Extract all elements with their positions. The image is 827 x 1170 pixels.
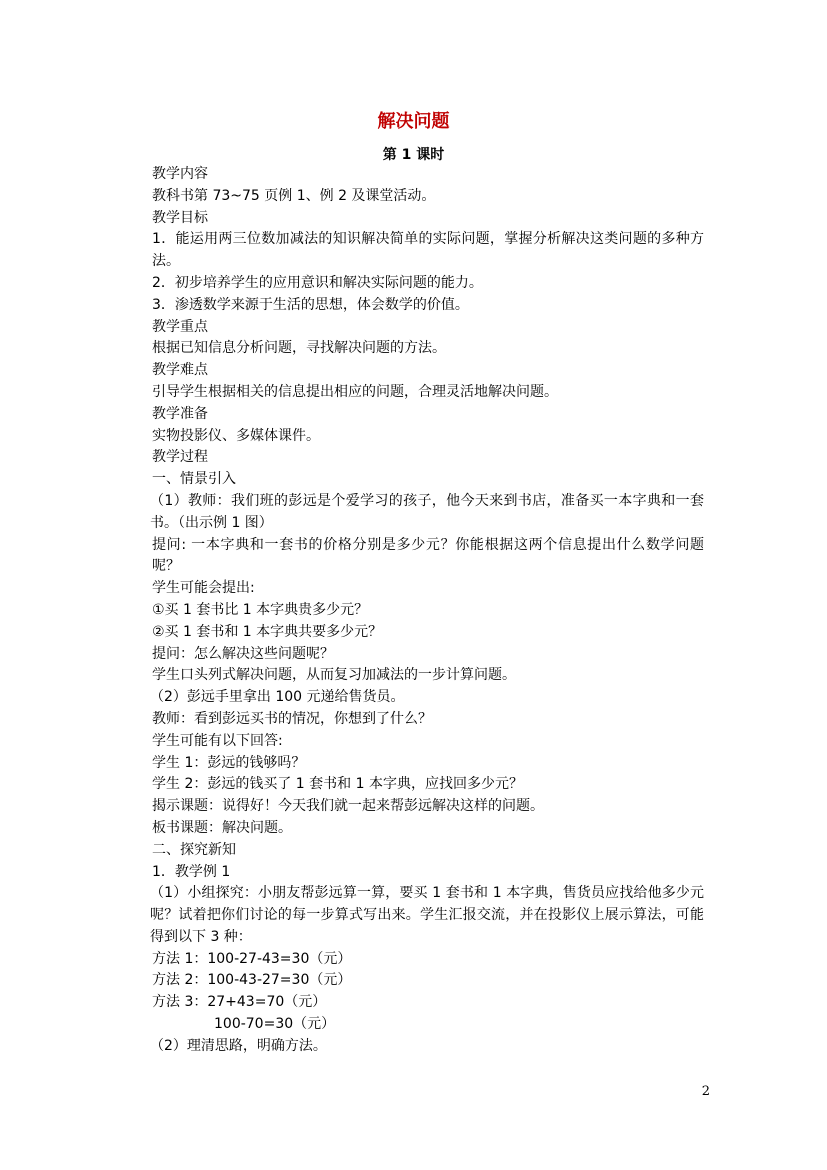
formula-line: 100-70=30（元） <box>214 1016 336 1033</box>
paragraph: 学生口头列式解决问题，从而复习加减法的一步计算问题。 <box>152 667 516 684</box>
paragraph: 2．初步培养学生的应用意识和解决实际问题的能力。 <box>152 274 483 291</box>
document-title: 解决问题 <box>377 111 450 132</box>
paragraph: 1．能运用两三位数加减法的知识解决简单的实际问题，掌握分析解决这类问题的多种方法。 <box>152 231 704 270</box>
heading-difficulties: 教学难点 <box>152 362 208 379</box>
paragraph: （2）理清思路，明确方法。 <box>150 1037 327 1054</box>
paragraph: 学生 1：彭远的钱够吗？ <box>152 754 306 771</box>
paragraph: 学生可能有以下回答: <box>152 732 283 749</box>
heading-content: 教学内容 <box>152 166 208 182</box>
paragraph: 教科书第 73~75 页例 1、例 2 及课堂活动。 <box>152 187 436 204</box>
paragraph: 教师：看到彭远买书的情况，你想到了什么？ <box>152 710 432 727</box>
paragraph: 根据已知信息分析问题，寻找解决问题的方法。 <box>152 340 446 357</box>
paragraph: 实物投影仪、多媒体课件。 <box>152 427 320 444</box>
paragraph: 学生可能会提出: <box>152 580 255 597</box>
list-item: ②买 1 套书和 1 本字典共要多少元？ <box>152 623 383 640</box>
subsection-heading: 1．教学例 1 <box>152 863 231 880</box>
paragraph: 学生 2：彭远的钱买了 1 套书和 1 本字典，应找回多少元？ <box>152 776 523 793</box>
heading-preparation: 教学准备 <box>152 405 208 422</box>
paragraph: 提问: 一本字典和一套书的价格分别是多少元？你能根据这两个信息提出什么数学问题呢？ <box>152 536 704 575</box>
paragraph: 揭示课题：说得好！今天我们就一起来帮彭远解决这样的问题。 <box>152 798 544 815</box>
paragraph: （1）教师：我们班的彭远是个爱学习的孩子，他今天来到书店，准备买一本字典和一套书。（出示例 1 图） <box>150 492 704 531</box>
formula-line: 方法 1：100-27-43=30（元） <box>152 950 352 967</box>
document-body <box>124 164 704 1058</box>
formula-line: 方法 3：27+43=70（元） <box>152 994 327 1011</box>
heading-process: 教学过程 <box>152 449 208 466</box>
paragraph: 3．渗透数学来源于生活的思想，体会数学的价值。 <box>152 296 469 313</box>
list-item: ①买 1 套书比 1 本字典贵多少元？ <box>152 601 369 618</box>
section-heading: 二、探究新知 <box>152 841 236 858</box>
page-number: 2 <box>701 1084 710 1099</box>
section-heading: 一、情景引入 <box>152 471 236 488</box>
paragraph: 提问：怎么解决这些问题呢？ <box>152 645 334 662</box>
paragraph: （1）小组探究：小朋友帮彭远算一算，要买 1 套书和 1 本字典，售货员应找给他多少元呢？试着把你们讨论的每一步算式写出来。学生汇报交流，并在投影仪上展示算法，可能得到以下 3 种： <box>150 885 704 945</box>
paragraph: 引导学生根据相关的信息提出相应的问题，合理灵活地解决问题。 <box>152 383 558 400</box>
paragraph: 板书课题：解决问题。 <box>152 819 292 836</box>
heading-objectives: 教学目标 <box>152 209 208 226</box>
heading-key-points: 教学重点 <box>152 318 208 335</box>
formula-line: 方法 2：100-43-27=30（元） <box>152 972 352 989</box>
paragraph: （2）彭远手里拿出 100 元递给售货员。 <box>150 689 405 706</box>
lesson-subtitle: 第 1 课时 <box>382 147 445 163</box>
